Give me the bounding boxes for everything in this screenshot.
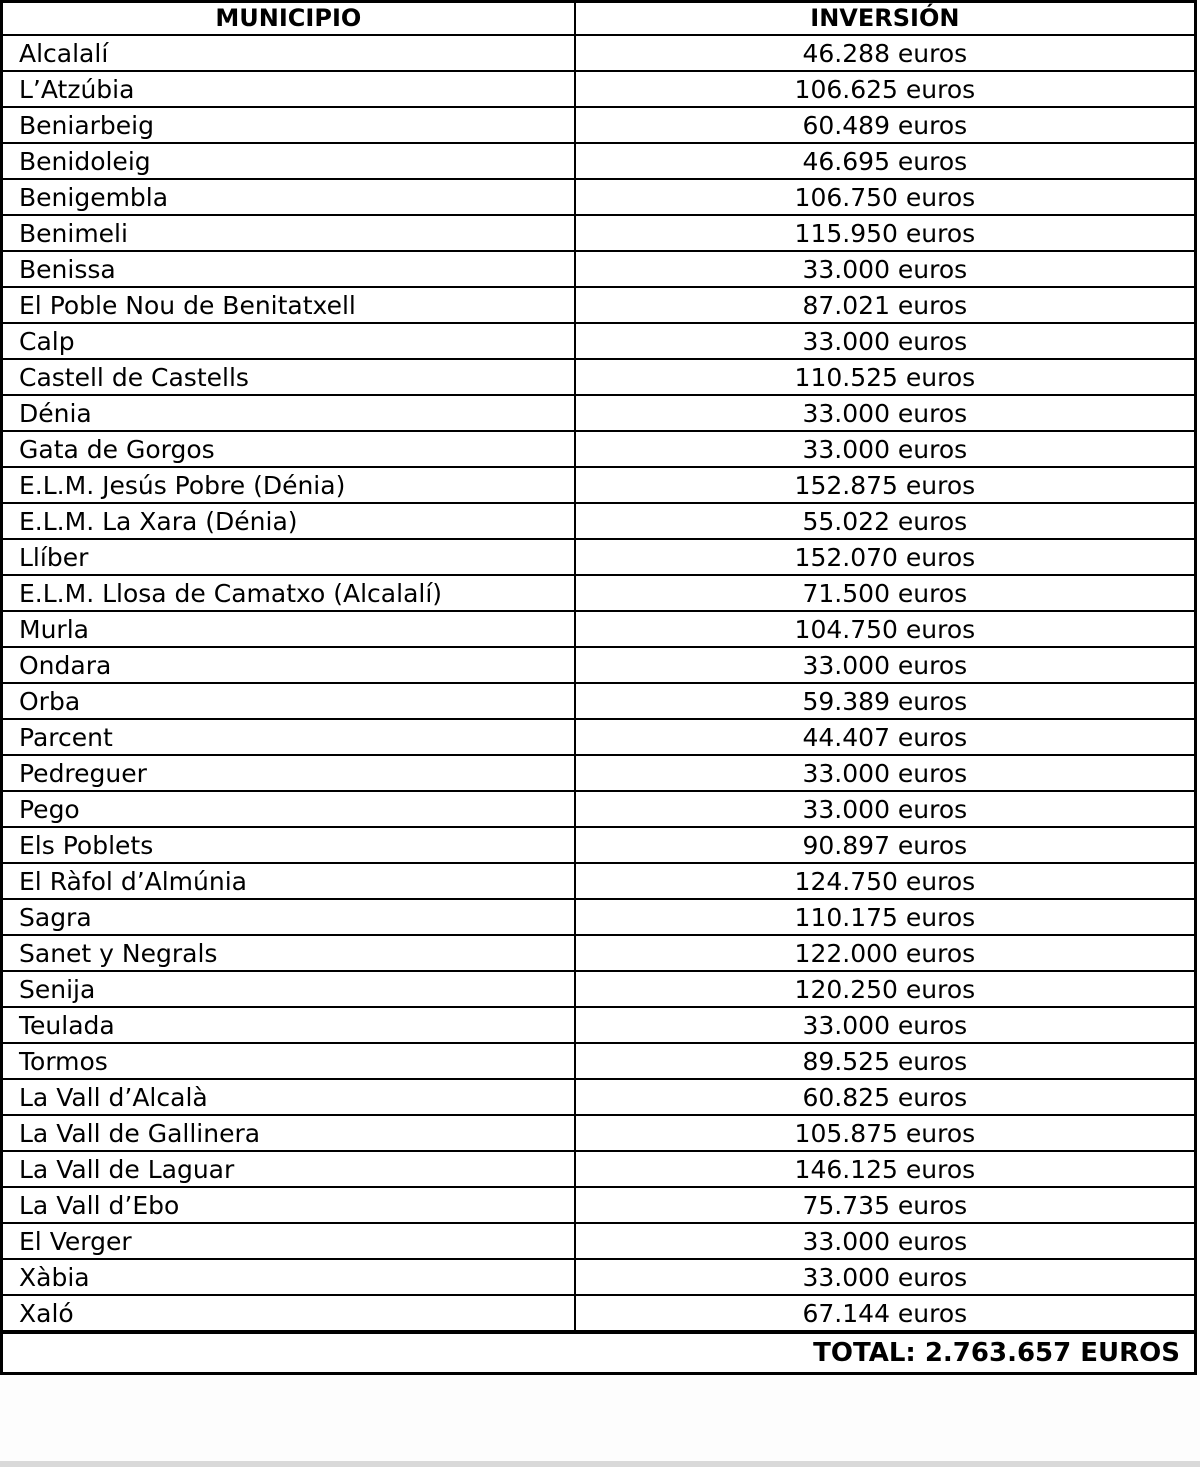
table-row xyxy=(2,143,1196,179)
inversion-cell: 106.625 euros xyxy=(575,71,1196,107)
municipio-cell: El Poble Nou de Benitatxell xyxy=(2,287,575,323)
table-row xyxy=(2,107,1196,143)
inversion-cell: 75.735 euros xyxy=(575,1187,1196,1223)
municipio-cell: Els Poblets xyxy=(2,827,575,863)
table-row xyxy=(2,611,1196,647)
table-row xyxy=(2,827,1196,863)
table-row xyxy=(2,971,1196,1007)
municipio-cell: Beniarbeig xyxy=(2,107,575,143)
table-row xyxy=(2,719,1196,755)
inversion-cell: 33.000 euros xyxy=(575,251,1196,287)
inversion-cell: 152.875 euros xyxy=(575,467,1196,503)
municipio-cell: La Vall de Laguar xyxy=(2,1151,575,1187)
table-row xyxy=(2,1151,1196,1187)
municipio-cell: Benissa xyxy=(2,251,575,287)
table-row xyxy=(2,1043,1196,1079)
municipio-cell: Orba xyxy=(2,683,575,719)
inversion-cell: 120.250 euros xyxy=(575,971,1196,1007)
table-row xyxy=(2,503,1196,539)
table-row xyxy=(2,575,1196,611)
municipio-cell: Benimeli xyxy=(2,215,575,251)
municipio-cell: El Verger xyxy=(2,1223,575,1259)
inversion-cell: 67.144 euros xyxy=(575,1295,1196,1332)
inversion-cell: 33.000 euros xyxy=(575,1259,1196,1295)
inversion-cell: 110.175 euros xyxy=(575,899,1196,935)
municipio-cell: El Ràfol d’Almúnia xyxy=(2,863,575,899)
inversion-cell: 33.000 euros xyxy=(575,791,1196,827)
inversion-cell: 122.000 euros xyxy=(575,935,1196,971)
table-row xyxy=(2,1007,1196,1043)
inversion-cell: 115.950 euros xyxy=(575,215,1196,251)
municipio-cell: Llíber xyxy=(2,539,575,575)
table-row xyxy=(2,539,1196,575)
inversion-cell: 71.500 euros xyxy=(575,575,1196,611)
table-row xyxy=(2,935,1196,971)
inversion-cell: 33.000 euros xyxy=(575,647,1196,683)
table-footer xyxy=(2,1332,1196,1374)
table-row xyxy=(2,899,1196,935)
inversion-cell: 60.489 euros xyxy=(575,107,1196,143)
table-row xyxy=(2,287,1196,323)
table-row xyxy=(2,1295,1196,1332)
table-row xyxy=(2,1115,1196,1151)
municipio-cell: Sanet y Negrals xyxy=(2,935,575,971)
inversion-cell: 89.525 euros xyxy=(575,1043,1196,1079)
table-body xyxy=(2,35,1196,1332)
municipio-cell: Pedreguer xyxy=(2,755,575,791)
table-row xyxy=(2,395,1196,431)
inversion-cell: 124.750 euros xyxy=(575,863,1196,899)
inversion-cell: 46.695 euros xyxy=(575,143,1196,179)
bottom-edge-strip xyxy=(0,1461,1200,1467)
municipio-cell: Castell de Castells xyxy=(2,359,575,395)
table-row xyxy=(2,431,1196,467)
table-row xyxy=(2,215,1196,251)
inversion-cell: 33.000 euros xyxy=(575,395,1196,431)
municipio-cell: Senija xyxy=(2,971,575,1007)
table-row xyxy=(2,1259,1196,1295)
inversion-cell: 33.000 euros xyxy=(575,323,1196,359)
table-row xyxy=(2,1223,1196,1259)
inversion-cell: 33.000 euros xyxy=(575,1007,1196,1043)
table-row xyxy=(2,179,1196,215)
table-row xyxy=(2,359,1196,395)
column-header-inversion: INVERSIÓN xyxy=(575,2,1196,36)
municipio-cell: La Vall d’Ebo xyxy=(2,1187,575,1223)
table-row xyxy=(2,863,1196,899)
inversion-cell: 46.288 euros xyxy=(575,35,1196,71)
table-row xyxy=(2,1079,1196,1115)
municipio-cell: L’Atzúbia xyxy=(2,71,575,107)
municipio-cell: La Vall d’Alcalà xyxy=(2,1079,575,1115)
municipio-cell: Tormos xyxy=(2,1043,575,1079)
table-row xyxy=(2,71,1196,107)
inversion-cell: 146.125 euros xyxy=(575,1151,1196,1187)
table-row xyxy=(2,35,1196,71)
municipio-cell: La Vall de Gallinera xyxy=(2,1115,575,1151)
inversion-cell: 87.021 euros xyxy=(575,287,1196,323)
inversion-cell: 105.875 euros xyxy=(575,1115,1196,1151)
total-row xyxy=(2,1332,1196,1374)
table-row xyxy=(2,647,1196,683)
table-row xyxy=(2,323,1196,359)
inversion-cell: 59.389 euros xyxy=(575,683,1196,719)
table-row xyxy=(2,683,1196,719)
inversion-cell: 44.407 euros xyxy=(575,719,1196,755)
municipio-cell: Calp xyxy=(2,323,575,359)
inversion-cell: 33.000 euros xyxy=(575,431,1196,467)
inversion-cell: 33.000 euros xyxy=(575,755,1196,791)
inversion-cell: 55.022 euros xyxy=(575,503,1196,539)
municipio-cell: Sagra xyxy=(2,899,575,935)
municipio-cell: Parcent xyxy=(2,719,575,755)
municipio-cell: Benigembla xyxy=(2,179,575,215)
header-row xyxy=(2,2,1196,36)
municipio-cell: Murla xyxy=(2,611,575,647)
table-row xyxy=(2,755,1196,791)
municipio-cell: Gata de Gorgos xyxy=(2,431,575,467)
inversion-cell: 33.000 euros xyxy=(575,1223,1196,1259)
municipio-cell: Xaló xyxy=(2,1295,575,1332)
inversion-cell: 106.750 euros xyxy=(575,179,1196,215)
inversion-cell: 104.750 euros xyxy=(575,611,1196,647)
inversion-cell: 60.825 euros xyxy=(575,1079,1196,1115)
municipio-cell: Benidoleig xyxy=(2,143,575,179)
column-header-municipio: MUNICIPIO xyxy=(2,2,575,36)
municipio-cell: Pego xyxy=(2,791,575,827)
municipio-cell: Xàbia xyxy=(2,1259,575,1295)
table-row xyxy=(2,467,1196,503)
total-value: TOTAL: 2.763.657 EUROS xyxy=(2,1332,1196,1374)
table-row xyxy=(2,1187,1196,1223)
municipio-cell: E.L.M. Llosa de Camatxo (Alcalalí) xyxy=(2,575,575,611)
table-header xyxy=(2,2,1196,36)
inversion-cell: 152.070 euros xyxy=(575,539,1196,575)
municipio-cell: Dénia xyxy=(2,395,575,431)
table-row xyxy=(2,251,1196,287)
municipio-cell: Ondara xyxy=(2,647,575,683)
municipio-cell: E.L.M. La Xara (Dénia) xyxy=(2,503,575,539)
municipio-cell: E.L.M. Jesús Pobre (Dénia) xyxy=(2,467,575,503)
municipio-cell: Alcalalí xyxy=(2,35,575,71)
inversion-cell: 110.525 euros xyxy=(575,359,1196,395)
municipio-cell: Teulada xyxy=(2,1007,575,1043)
inversion-cell: 90.897 euros xyxy=(575,827,1196,863)
table-row xyxy=(2,791,1196,827)
